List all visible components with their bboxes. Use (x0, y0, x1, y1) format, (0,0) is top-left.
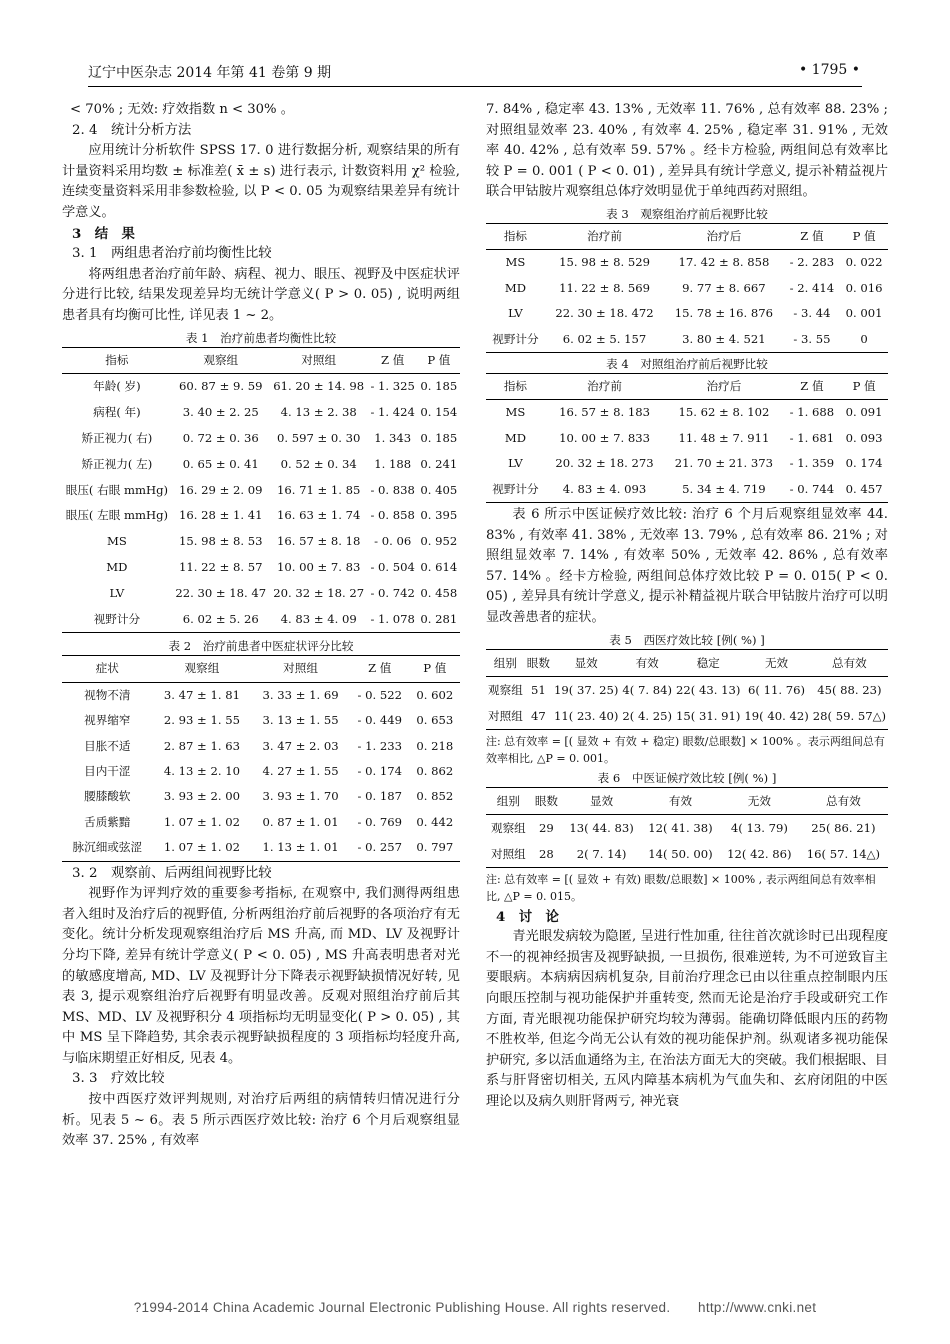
table-row (62, 759, 460, 784)
table-cell: 15. 62 ± 8. 102 (678, 405, 770, 420)
table-cell: 4. 27 ± 1. 55 (262, 763, 339, 778)
table-cell: MS (106, 534, 127, 549)
table-cell: 0. 154 (420, 405, 458, 420)
table-cell: 16. 57 ± 8. 18 (276, 534, 361, 549)
column-header: Z 值 (368, 661, 392, 676)
column-header: P 值 (852, 379, 876, 393)
table-row (486, 426, 888, 451)
table-cell: 0. 602 (416, 687, 454, 702)
table-cell: 9. 77 ± 8. 667 (682, 280, 766, 295)
table-cell: MD (106, 559, 128, 574)
table-cell: 15. 98 ± 8. 529 (559, 255, 650, 270)
table-cell: 眼压( 左眼 mmHg) (65, 508, 169, 523)
table-5 (486, 649, 888, 730)
section-heading: 3. 1 两组患者治疗前均衡性比较 (72, 246, 272, 262)
table-row (62, 708, 460, 733)
table-cell: 1. 13 ± 1. 01 (262, 840, 339, 855)
table-cell: 视野计分 (492, 481, 539, 496)
table-caption: 表 2 治疗前患者中医症状评分比较 (168, 639, 354, 654)
table-row (62, 682, 460, 708)
table-row (486, 841, 888, 868)
table-cell: 25( 86. 21) (811, 820, 876, 835)
table-cell: - 1. 424 (370, 405, 415, 420)
table-cell: - 1. 078 (370, 611, 415, 626)
table-cell: MS (505, 255, 526, 270)
section-heading: 3. 3 疗效比较 (72, 1071, 165, 1087)
table-header-row (486, 223, 888, 249)
section-heading: 4 讨 论 (496, 908, 559, 925)
right-column (486, 100, 888, 1113)
table-4 (486, 373, 888, 503)
column-header: 总有效 (826, 793, 861, 808)
table-row (62, 810, 460, 835)
paragraph: 7. 84% , 稳定率 43. 13% , 无效率 11. 76% , 总有效率 88. 23% ; 对照组显效率 23. 40% , 有效率 4. 25% , 稳定率 31. 91% , 无效率 40. 42% , 总有效率 59. 57% 。经卡方检验, 两组间总有效率比较 P = 0. 001 ( P < 0. 01) , 差异具有统计学意义, 提示补精益视片联合甲钴胺片观察组总体疗效明显优于单纯西药对照组。 (486, 102, 888, 200)
table-cell: 视界缩窄 (84, 713, 131, 728)
table-header-row (486, 787, 888, 814)
table-cell: 4. 83 ± 4. 09 (280, 611, 357, 626)
table-row (486, 477, 888, 503)
table-cell: 10. 00 ± 7. 83 (276, 559, 361, 574)
paragraph: 视野作为评判疗效的重要参考指标, 在观察中, 我们测得两组患者入组时及治疗后的视野值, 分析两组治疗前后视野的各项治疗有无变化。统计分析发现观察组治疗后 MS 升高, 而 MD、LV 及视野计分均下降, 差异有统计学意义( P < 0. 05) , MS 升高表明患者对光的敏感度增高, MD、LV 及视野计分下降表示视野缺损情况好转, 见表 3, 提示观察组治疗后视野有明显改善。反观对照组治疗前后其 MS、MD、LV 及视野积分 4 项指标均无明显变化( P > 0. 05) , 其中 MS 呈下降趋势, 其余表示视野缺损程度的 3 项指标均轻度升高, 与临床期望正好相反, 见表 4。 (62, 886, 460, 1066)
table-cell: 年龄( 岁) (93, 379, 141, 394)
copyright-footer: ?1994-2014 China Academic Journal Electronic Publishing House. All rights reserved. http://www.cnki.net (133, 1300, 817, 1315)
column-header: 显效 (589, 793, 614, 808)
table-cell: 0. 218 (416, 738, 454, 753)
table-header-row (486, 374, 888, 400)
table-cell: 0. 281 (420, 611, 458, 626)
table-cell: 0. 653 (416, 713, 454, 728)
table-cell: 2. 87 ± 1. 63 (163, 738, 240, 753)
table-6 (486, 787, 888, 868)
table-cell: 22. 30 ± 18. 47 (175, 585, 267, 600)
table-cell: 11. 22 ± 8. 57 (179, 559, 263, 574)
table-row (62, 734, 460, 759)
paragraph: 青光眼发病较为隐匿, 呈进行性加重, 往往首次就诊时已出现程度不一的视神经损害及视野缺损, 一旦损伤, 很难逆转, 为不可逆致盲主要眼病。本病病因病机复杂, 目前治疗理念已由以往重点控制眼内压向眼压控制与视功能保护并重转变, 然而无论是治疗手段或研究工作方面, 青光眼视功能保护研究均较为薄弱。能确切降低眼内压的药物不胜枚举, 但迄今尚无公认有效的视功能保护剂。纵观诸多视功能保护研究, 多以活血通络为主, 在治法方面无大的突破。我们根据眼、目系与肝肾密切相关, 五风内障基本病机为气血失和、玄府闭阻的中医理论以及病久则肝肾两亏, 神光衰 (486, 929, 888, 1109)
table-cell: 目内干涩 (84, 763, 131, 778)
table-cell: 16. 28 ± 1. 41 (179, 508, 263, 523)
table-cell: 0. 797 (416, 840, 454, 855)
table-cell: 12( 42. 86) (727, 846, 792, 861)
table-cell: 目胀不适 (84, 738, 131, 753)
column-header: 症状 (95, 661, 119, 676)
section-heading: 2. 4 统计分析方法 (72, 122, 192, 138)
column-header: P 值 (852, 228, 876, 243)
page-number: • 1795 • (798, 62, 860, 78)
table-cell: 3. 47 ± 2. 03 (262, 738, 339, 753)
table-cell: 61. 20 ± 14. 98 (273, 379, 365, 394)
table-cell: 0. 852 (416, 789, 454, 804)
column-header: 治疗前 (587, 379, 622, 393)
column-header: 无效 (764, 655, 789, 670)
table-cell: 视物不清 (84, 687, 131, 702)
table-cell: 29 (539, 820, 554, 835)
table-row (62, 581, 460, 607)
column-header: 对照组 (301, 352, 337, 367)
table-cell: 观察组 (490, 820, 526, 835)
table-cell: 对照组 (488, 708, 523, 723)
column-header: 眼数 (534, 793, 559, 808)
table-row (486, 703, 888, 730)
table-row (62, 374, 460, 400)
table-cell: MD (504, 430, 526, 445)
table-cell: 2( 7. 14) (576, 846, 627, 861)
table-cell: 0. 001 (845, 306, 883, 321)
table-cell: 0. 185 (420, 379, 458, 394)
table-cell: 0 (860, 331, 868, 346)
table-cell: 0. 87 ± 1. 01 (262, 814, 339, 829)
table-note: 注: 总有效率 = [( 显效 + 有效 + 稳定) 眼数/总眼数] × 100% 。表示两组间总有效率相比, △P = 0. 001。 (486, 734, 885, 765)
table-cell: 2. 93 ± 1. 55 (163, 713, 240, 728)
table-caption: 表 4 对照组治疗前后视野比较 (606, 357, 768, 371)
table-row (62, 555, 460, 581)
paragraph: < 70% ; 无效: 疗效指数 n < 30% 。 (70, 102, 294, 117)
column-header: P 值 (423, 661, 447, 676)
table-cell: 矫正视力( 右) (81, 430, 153, 445)
table-cell: 16( 57. 14△) (806, 846, 881, 861)
table-row (62, 835, 460, 861)
table-cell: 47 (531, 708, 546, 723)
table-cell: 0. 091 (845, 405, 883, 420)
table-cell: 1. 343 (374, 430, 412, 445)
table-cell: - 0. 838 (370, 482, 415, 497)
table-cell: 16. 57 ± 8. 183 (559, 405, 650, 420)
table-cell: - 1. 325 (370, 379, 415, 394)
table-cell: 眼压( 右眼 mmHg) (65, 482, 169, 497)
table-cell: LV (508, 456, 523, 471)
table-cell: 3. 13 ± 1. 55 (262, 713, 339, 728)
table-cell: - 3. 44 (793, 306, 831, 321)
table-cell: - 1. 359 (789, 456, 835, 471)
column-header: Z 值 (381, 352, 405, 367)
column-header: 显效 (574, 655, 598, 670)
table-cell: 28( 59. 57△) (812, 708, 887, 723)
table-cell: - 0. 522 (357, 687, 402, 702)
table-cell: 5. 34 ± 4. 719 (682, 481, 766, 496)
table-cell: 0. 442 (416, 814, 454, 829)
table-cell: 0. 597 ± 0. 30 (276, 430, 361, 445)
table-cell: 22. 30 ± 18. 472 (555, 306, 654, 321)
table-cell: 2( 4. 25) (622, 708, 672, 723)
column-header: 治疗前 (587, 228, 622, 243)
table-cell: 20. 32 ± 18. 273 (555, 456, 654, 471)
paragraph: 表 6 所示中医证候疗效比较: 治疗 6 个月后观察组显效率 44. 83% , 有效率 41. 38% , 无效率 13. 79% , 总有效率 86. 21% ; 对照组显效率 7. 14% , 有效率 50% , 无效率 42. 86% , 总有效率 57. 14% 。经卡方检验, 两组间总体疗效比较 P = 0. 015( P < 0. 05) , 差异具有统计学意义, 提示补精益视片联合甲钴胺片治疗可以明显改善患者的症状。 (486, 507, 888, 625)
column-header: 有效 (668, 793, 693, 808)
section-heading: 3 结 果 (72, 225, 135, 242)
column-header: Z 值 (800, 379, 824, 393)
table-cell: 3. 93 ± 1. 70 (262, 789, 339, 804)
table-cell: - 0. 858 (370, 508, 415, 523)
table-cell: 11( 23. 40) (554, 708, 619, 723)
table-cell: - 0. 742 (370, 585, 415, 600)
column-header: 无效 (747, 793, 771, 808)
table-row (62, 607, 460, 633)
running-header (88, 62, 860, 84)
table-cell: 0. 093 (845, 430, 883, 445)
table-note: 注: 总有效率 = [( 显效 + 有效) 眼数/总眼数] × 100% , 表示两组间总有效率相比, △P = 0. 015。 (486, 872, 876, 903)
paragraph: 按中西医疗效评判规则, 对治疗后两组的病情转归情况进行分析。见表 5 ~ 6。表 5 所示西医疗效比较: 治疗 6 个月后观察组显效率 37. 25% , 有效率 (62, 1092, 460, 1149)
table-cell: - 0. 174 (357, 763, 402, 778)
column-header: P 值 (427, 352, 451, 367)
table-cell: 4. 83 ± 4. 093 (562, 481, 647, 496)
table-cell: 4. 13 ± 2. 38 (280, 405, 357, 420)
paragraph: 应用统计分析软件 SPSS 17. 0 进行数据分析, 观察结果的所有计量资料采用均数 ± 标准差( x̄ ± s) 进行表示, 计数资料用 χ² 检验, 连续变量资料采用非参数检验, 以 P < 0. 05 为观察结果差异有统计学意义。 (62, 143, 460, 220)
table-cell: 12( 41. 38) (648, 820, 713, 835)
column-header: 指标 (503, 228, 528, 243)
table-cell: 观察组 (488, 682, 523, 697)
table-cell: 16. 29 ± 2. 09 (179, 482, 263, 497)
table-header-row (62, 656, 460, 682)
table-cell: 4( 13. 79) (730, 820, 788, 835)
table-cell: 0. 52 ± 0. 34 (280, 456, 357, 471)
column-header: 对照组 (283, 661, 318, 676)
table-cell: 60. 87 ± 9. 59 (179, 379, 263, 394)
column-header: 总有效 (831, 655, 867, 670)
table-cell: 1. 188 (374, 456, 412, 471)
table-cell: 4. 13 ± 2. 10 (163, 763, 240, 778)
table-cell: 3. 80 ± 4. 521 (682, 331, 766, 346)
column-header: 组别 (496, 793, 520, 808)
table-cell: 22( 43. 13) (675, 682, 741, 697)
table-cell: 21. 70 ± 21. 373 (674, 456, 774, 471)
table-cell: - 0. 06 (374, 534, 412, 549)
paragraph: 将两组患者治疗前年龄、病程、视力、眼压、视野及中医症状评分进行比较, 结果发现差异均无统计学意义( P > 0. 05) , 说明两组患者具有均衡可比性, 详见表 1 ~ 2。 (62, 266, 460, 323)
table-caption: 表 6 中医证候疗效比较 [例( %) ] (597, 770, 777, 785)
table-cell: 脉沉细或弦涩 (72, 840, 143, 855)
table-caption: 表 3 观察组治疗前后视野比较 (606, 206, 768, 221)
table-row (486, 250, 888, 276)
table-cell: 舌质紫黯 (84, 814, 131, 829)
table-cell: 0. 457 (845, 481, 883, 496)
column-header: 稳定 (696, 655, 720, 670)
column-header: 观察组 (203, 352, 239, 367)
table-cell: 0. 016 (845, 280, 883, 295)
table-cell: 6( 11. 76) (748, 682, 806, 697)
table-cell: 0. 952 (420, 534, 458, 549)
table-cell: 4( 7. 84) (622, 682, 672, 697)
table-row (62, 529, 460, 555)
table-cell: 视野计分 (93, 611, 141, 626)
table-cell: 0. 022 (845, 255, 883, 270)
table-cell: 6. 02 ± 5. 26 (182, 611, 259, 626)
table-row (62, 452, 460, 478)
column-header: 组别 (493, 655, 517, 670)
table-1 (62, 347, 460, 634)
table-cell: 1. 07 ± 1. 02 (163, 814, 240, 829)
table-row (486, 301, 888, 326)
table-row (486, 676, 888, 703)
column-header: Z 值 (800, 228, 824, 243)
table-cell: - 2. 414 (789, 280, 835, 295)
table-cell: MD (504, 280, 526, 295)
table-cell: 15. 98 ± 8. 53 (179, 534, 263, 549)
table-cell: - 2. 283 (789, 255, 835, 270)
table-cell: 0. 65 ± 0. 41 (182, 456, 259, 471)
column-header: 眼数 (526, 655, 550, 670)
table-cell: - 0. 504 (370, 559, 415, 574)
table-cell: 19( 40. 42) (744, 708, 809, 723)
column-header: 治疗后 (706, 228, 742, 243)
table-cell: 对照组 (490, 846, 526, 861)
table-2 (62, 655, 460, 861)
table-cell: - 3. 55 (793, 331, 831, 346)
table-cell: 51 (531, 682, 546, 697)
journal-title: 辽宁中医杂志 2014 年第 41 卷第 9 期 (88, 65, 332, 81)
table-cell: 0. 458 (420, 585, 458, 600)
table-cell: 16. 71 ± 1. 85 (276, 482, 361, 497)
table-cell: 17. 42 ± 8. 858 (678, 255, 770, 270)
table-cell: 0. 185 (420, 430, 458, 445)
table-header-row (62, 347, 460, 374)
table-cell: LV (508, 306, 523, 321)
table-3 (486, 223, 888, 353)
table-cell: - 1. 681 (789, 430, 835, 445)
table-cell: 0. 395 (420, 508, 458, 523)
table-cell: 15. 78 ± 16. 876 (674, 306, 774, 321)
table-row (62, 478, 460, 504)
table-cell: 0. 72 ± 0. 36 (182, 430, 259, 445)
table-cell: - 1. 688 (789, 405, 835, 420)
table-cell: 1. 07 ± 1. 02 (163, 840, 240, 855)
table-cell: 6. 02 ± 5. 157 (562, 331, 647, 346)
table-cell: 3. 40 ± 2. 25 (182, 405, 259, 420)
column-header: 指标 (503, 379, 528, 393)
table-row (62, 503, 460, 529)
section-heading: 3. 2 观察前、后两组间视野比较 (72, 865, 272, 881)
table-cell: 矫正视力( 左) (81, 456, 153, 471)
table-cell: 3. 33 ± 1. 69 (262, 687, 339, 702)
table-row (62, 426, 460, 452)
table-row (486, 451, 888, 476)
table-cell: - 1. 233 (357, 738, 402, 753)
header-rule (88, 86, 862, 87)
table-row (486, 327, 888, 353)
table-cell: 病程( 年) (93, 405, 141, 420)
column-header: 有效 (635, 655, 659, 670)
table-cell: 13( 44. 83) (569, 820, 634, 835)
table-cell: 28 (539, 846, 554, 861)
table-cell: 19( 37. 25) (554, 682, 619, 697)
table-cell: 0. 174 (845, 456, 883, 471)
table-cell: 0. 614 (420, 559, 458, 574)
table-cell: 0. 241 (420, 456, 458, 471)
table-cell: MS (505, 405, 526, 420)
table-cell: 11. 48 ± 7. 911 (678, 430, 770, 445)
table-cell: 10. 00 ± 7. 833 (559, 430, 650, 445)
table-cell: 腰膝酸软 (84, 789, 131, 804)
table-cell: 45( 88. 23) (817, 682, 882, 697)
table-row (486, 814, 888, 841)
table-cell: - 0. 769 (357, 814, 402, 829)
table-cell: - 0. 187 (357, 789, 402, 804)
table-cell: 3. 47 ± 1. 81 (163, 687, 240, 702)
table-cell: 16. 63 ± 1. 74 (276, 508, 361, 523)
table-cell: - 0. 257 (357, 840, 402, 855)
table-cell: 0. 405 (420, 482, 458, 497)
table-cell: 视野计分 (492, 331, 539, 346)
table-cell: 11. 22 ± 8. 569 (559, 280, 650, 295)
column-header: 指标 (105, 352, 129, 367)
table-header-row (486, 649, 888, 676)
table-caption: 表 5 西医疗效比较 [例( %) ] (609, 632, 765, 647)
table-cell: 3. 93 ± 2. 00 (163, 789, 240, 804)
table-cell: - 0. 449 (357, 713, 402, 728)
table-row (486, 276, 888, 301)
table-cell: 20. 32 ± 18. 27 (273, 585, 365, 600)
table-cell: 15( 31. 91) (675, 708, 741, 723)
table-row (62, 784, 460, 809)
column-header: 治疗后 (706, 379, 742, 393)
table-row (62, 400, 460, 426)
table-row (486, 400, 888, 426)
table-cell: 0. 862 (416, 763, 454, 778)
table-cell: - 0. 744 (789, 481, 835, 496)
table-cell: 14( 50. 00) (648, 846, 713, 861)
table-cell: LV (109, 585, 125, 600)
column-header: 观察组 (184, 661, 220, 676)
table-caption: 表 1 治疗前患者均衡性比较 (185, 330, 337, 345)
left-column (62, 100, 460, 1152)
